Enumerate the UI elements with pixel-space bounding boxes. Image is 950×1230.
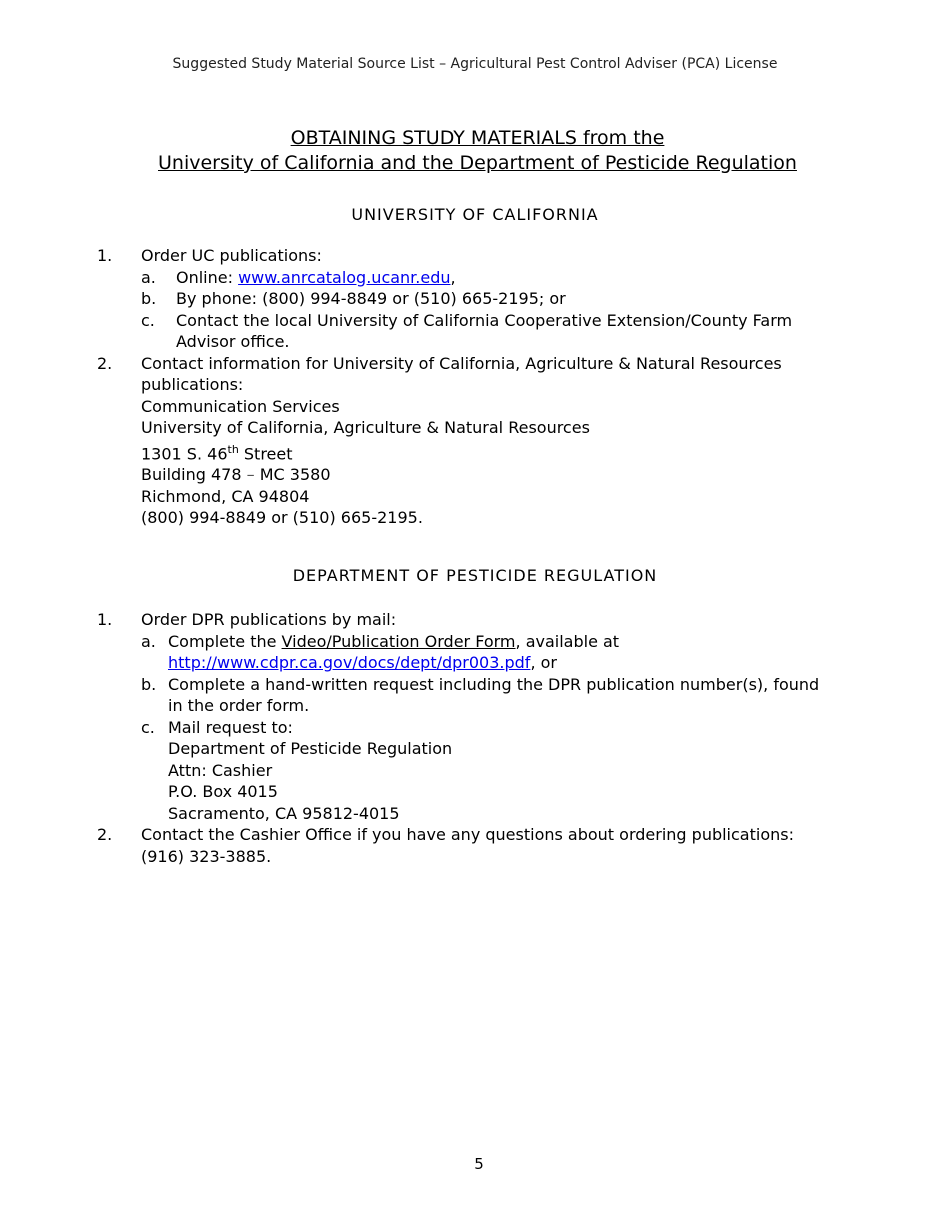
dpr-item-1 bbox=[0, 609, 950, 631]
list-number: 1. bbox=[97, 246, 113, 265]
sub-text-suffix: , bbox=[450, 267, 456, 287]
sub-letter: c. bbox=[141, 310, 155, 330]
dpr-section-heading: DEPARTMENT OF PESTICIDE REGULATION bbox=[292, 566, 658, 585]
uc-item-1 bbox=[0, 245, 950, 267]
sub-letter: b. bbox=[141, 674, 157, 694]
address-city: Richmond, CA 94804 bbox=[141, 486, 310, 506]
list-number: 2. bbox=[97, 825, 113, 844]
list-number: 2. bbox=[97, 353, 113, 373]
cashier-phone: (916) 323-3885. bbox=[141, 846, 272, 866]
dpr-list bbox=[0, 609, 950, 867]
dpr-item-1c bbox=[0, 717, 950, 739]
anr-catalog-link[interactable]: www.anrcatalog.ucanr.edu bbox=[238, 267, 451, 287]
address-line: P.O. Box 4015 bbox=[168, 782, 278, 801]
address-building: Building 478 – MC 3580 bbox=[141, 465, 331, 485]
address-line: Department of Pesticide Regulation bbox=[168, 739, 453, 758]
sub-text: Mail request to: bbox=[168, 717, 293, 737]
page-number: 5 bbox=[474, 1155, 484, 1173]
uc-item-1a bbox=[0, 267, 950, 289]
sub-letter: a. bbox=[141, 267, 156, 287]
order-form-name: Video/Publication Order Form bbox=[281, 631, 516, 651]
dpr-item-1a: a. Complete the Video/Publication Order Form, available at http://www.cdpr.ca.gov/docs/dept/dpr003.pdf, or bbox=[141, 631, 620, 672]
sub-text: Contact the local University of California Cooperative Extension/County Farm Advisor office. bbox=[176, 310, 793, 351]
address-line: Attn: Cashier bbox=[168, 760, 273, 780]
dpr-item-2 bbox=[0, 824, 950, 846]
list-number: 1. bbox=[97, 610, 113, 629]
list-text: Contact information for University of California, Agriculture & Natural Resources publications: bbox=[141, 353, 782, 394]
page-header: Suggested Study Material Source List – Agricultural Pest Control Adviser (PCA) License bbox=[172, 56, 778, 72]
uc-list bbox=[0, 245, 950, 529]
document-title bbox=[0, 126, 950, 176]
address-phone: (800) 994-8849 or (510) 665-2195. bbox=[141, 508, 423, 528]
sub-letter: c. bbox=[141, 717, 155, 737]
sub-text: Online: bbox=[176, 267, 239, 287]
title-line-1: OBTAINING STUDY MATERIALS from the bbox=[290, 127, 665, 149]
list-text: Order UC publications: bbox=[141, 246, 322, 265]
uc-item-2 bbox=[0, 353, 950, 396]
sub-letter: b. bbox=[141, 289, 157, 308]
address-line: Sacramento, CA 95812-4015 bbox=[168, 803, 400, 823]
title-line-2: University of California and the Department of Pesticide Regulation bbox=[158, 152, 797, 174]
uc-section-heading: UNIVERSITY OF CALIFORNIA bbox=[351, 205, 599, 224]
uc-item-1c bbox=[0, 310, 950, 353]
sub-letter: a. bbox=[141, 631, 156, 651]
address-line: Communication Services bbox=[141, 396, 340, 416]
list-text: Contact the Cashier Office if you have any questions about ordering publications: bbox=[141, 825, 794, 844]
sub-text: Complete a hand-written request including the DPR publication number(s), found in the order form. bbox=[168, 674, 820, 715]
address-street: 1301 S. 46th Street bbox=[141, 442, 293, 463]
uc-item-1b bbox=[0, 288, 950, 310]
list-text: Order DPR publications by mail: bbox=[141, 610, 397, 629]
dpr-item-1b bbox=[0, 674, 950, 717]
sub-text: By phone: (800) 994-8849 or (510) 665-2195; or bbox=[176, 289, 566, 308]
dpr-order-form-link[interactable]: http://www.cdpr.ca.gov/docs/dept/dpr003.pdf bbox=[168, 653, 531, 672]
address-line: University of California, Agriculture & Natural Resources bbox=[141, 418, 590, 437]
